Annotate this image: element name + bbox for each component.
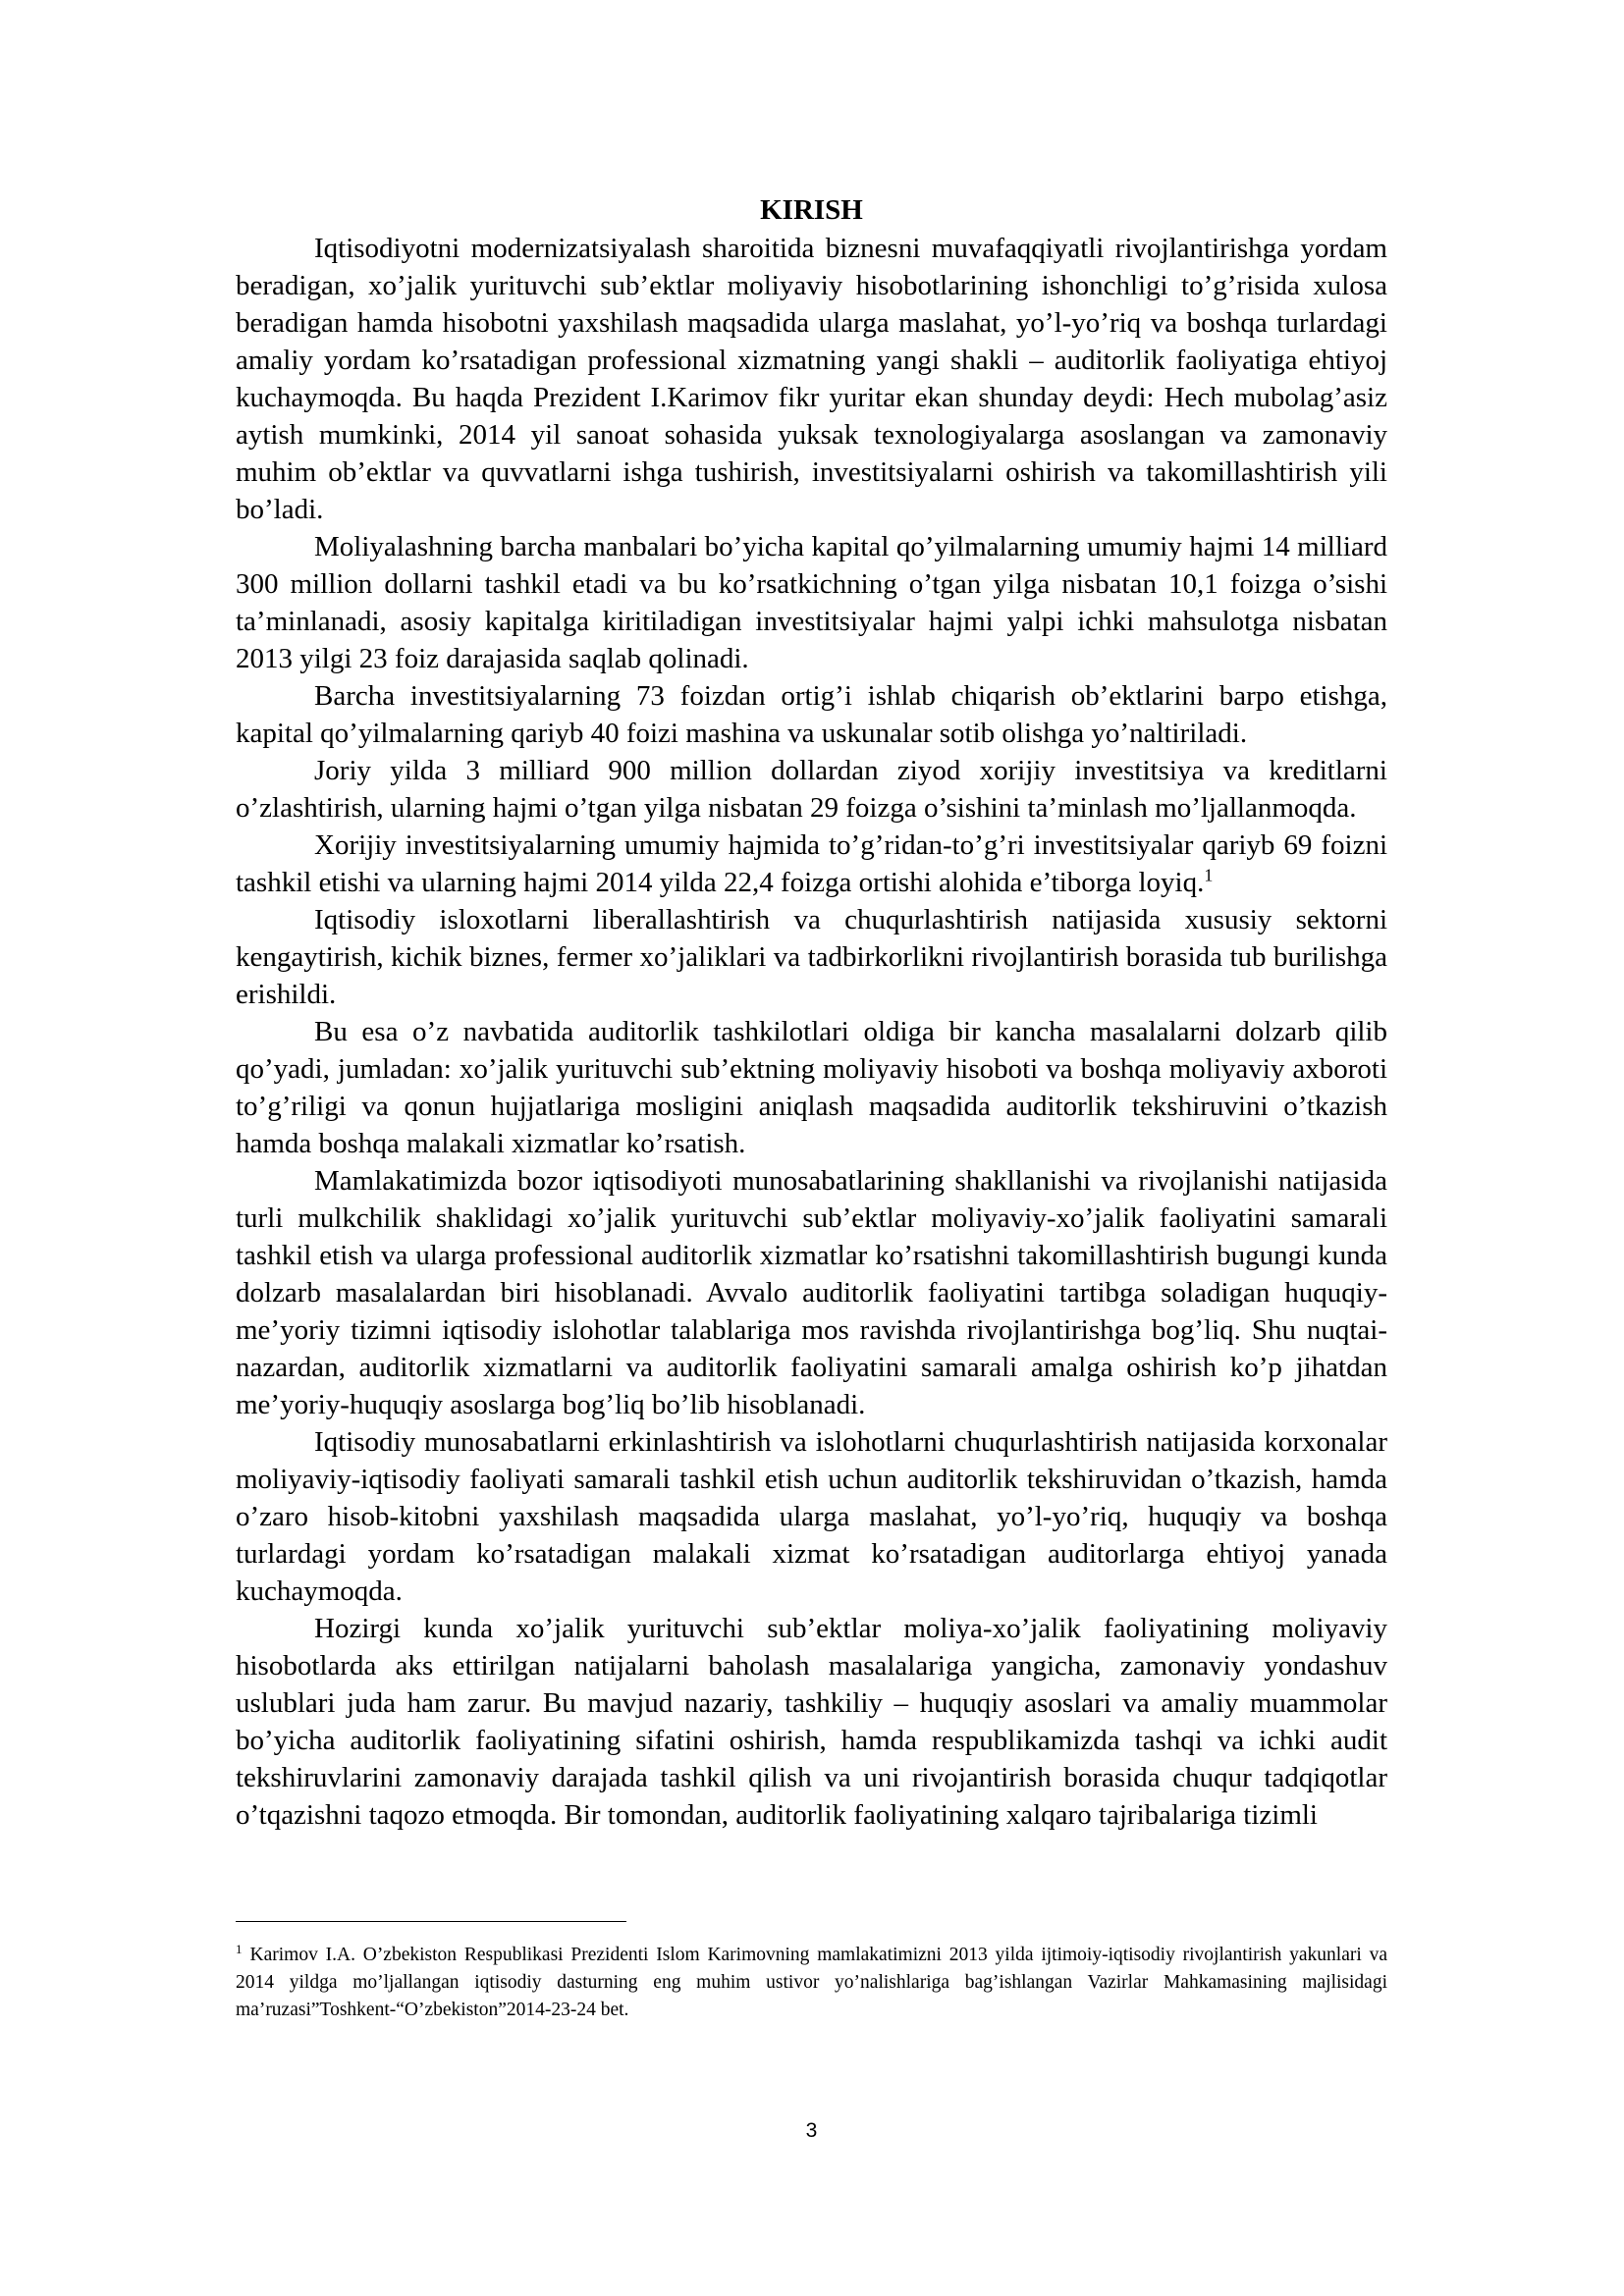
- footnote-separator: [236, 1921, 626, 1922]
- paragraph-8: Mamlakatimizda bozor iqtisodiyoti munosabatlarining shakllanishi va rivojlanishi natijasida turli mulkchilik shaklidagi xo’jalik yurituvchi sub’ektlar moliyaviy-xo’jalik faoliyatini samarali tashkil etish va ularga professional auditorlik xizmatlar ko’rsatishni takomillashtirish bugungi kunda dolzarb masalalardan biri hisoblanadi. Avvalo auditorlik faoliyatini tartibga soladigan huquqiy-me’yoriy tizimni iqtisodiy islohotlar talablariga mos ravishda rivojlantirishga bog’liq. Shu nuqtai-nazardan, auditorlik xizmatlarni va auditorlik faoliyatini samarali amalga oshirish ko’p jihatdan me’yoriy-huquqiy asoslarga bog’liq bo’lib hisoblanadi.: [236, 1165, 1387, 1420]
- paragraph-5-text: Xorijiy investitsiyalarning umumiy hajmida to’g’ridan-to’g’ri investitsiyalar qariyb 69 foizni tashkil etishi va ularning hajmi 2014 yilda 22,4 foizga ortishi alohida e’tiborga loyiq.: [236, 829, 1387, 898]
- document-page: [236, 0, 1387, 2296]
- paragraph-10: Hozirgi kunda xo’jalik yurituvchi sub’ektlar moliya-xo’jalik faoliyatining moliyaviy hisobotlarda aks ettirilgan natijalarni baholash masalalariga yangicha, zamonaviy yondashuv uslublari juda ham zarur. Bu mavjud nazariy, tashkiliy – huquqiy asoslari va amaliy muammolar bo’yicha auditorlik faoliyatining sifatini oshirish, hamda respublikamizda tashqi va ichki audit tekshiruvlarini zamonaviy darajada tashkil qilish va uni rivojantirish borasida chuqur tadqiqotlar o’tqazishni taqozo etmoqda. Bir tomondan, auditorlik faoliyatining xalqaro tajribalariga tizimli: [236, 1613, 1387, 1831]
- body-text: [236, 230, 1387, 1834]
- footnote: [236, 1942, 1387, 2024]
- paragraph-6: Iqtisodiy isloxotlarni liberallashtirish va chuqurlashtirish natijasida xususiy sektorni kengaytirish, kichik biznes, fermer xo’jaliklari va tadbirkorlikni rivojlantirish borasida tub burilishga erishildi.: [236, 904, 1387, 1010]
- paragraph-4: Joriy yilda 3 milliard 900 million dollardan ziyod xorijiy investitsiya va kreditlarni o’zlashtirish, ularning hajmi o’tgan yilga nisbatan 29 foizga o’sishini ta’minlash mo’ljallanmoqda.: [236, 755, 1387, 824]
- section-title: KIRISH: [760, 194, 863, 226]
- footnote-marker: 1: [236, 1941, 243, 1956]
- footnote-text: Karimov I.A. O’zbekiston Respublikasi Prezidenti Islom Karimovning mamlakatimizni 2013 yilda ijtimoiy-iqtisodiy rivojlantirish yakunlari va 2014 yildga mo’ljallangan iqtisodiy dasturning eng muhim ustivor yo’nalishlariga bag’ishlangan Vazirlar Mahkamasining majlisidagi ma’ruzasi”Toshkent-“O’zbekiston”2014-23-24 bet.: [236, 1945, 1387, 2020]
- paragraph-7: Bu esa o’z navbatida auditorlik tashkilotlari oldiga bir kancha masalalarni dolzarb qilib qo’yadi, jumladan: xo’jalik yurituvchi sub’ektning moliyaviy hisoboti va boshqa moliyaviy axboroti to’g’riligi va qonun hujjatlariga mosligini aniqlash maqsadida auditorlik tekshiruvini o’tkazish hamda boshqa malakali xizmatlar ko’rsatish.: [236, 1016, 1387, 1159]
- footnote-reference[interactable]: 1: [1204, 865, 1214, 885]
- page-number: 3: [805, 2119, 818, 2142]
- paragraph-3: Barcha investitsiyalarning 73 foizdan ortig’i ishlab chiqarish ob’ektlarini barpo etishga, kapital qo’yilmalarning qariyb 40 foizi mashina va uskunalar sotib olishga yo’naltiriladi.: [236, 680, 1387, 749]
- paragraph-5: [236, 827, 1387, 901]
- paragraph-9: Iqtisodiy munosabatlarni erkinlashtirish va islohotlarni chuqurlashtirish natijasida korxonalar moliyaviy-iqtisodiy faoliyati samarali tashkil etish uchun auditorlik tekshiruvidan o’tkazish, hamda o’zaro hisob-kitobni yaxshilash maqsadida ularga maslahat, yo’l-yo’riq, huquqiy va boshqa turlardagi yordam ko’rsatadigan malakali xizmat ko’rsatadigan auditorlarga ehtiyoj yanada kuchaymoqda.: [236, 1426, 1387, 1607]
- paragraph-1: Iqtisodiyotni modernizatsiyalash sharoitida biznesni muvafaqqiyatli rivojlantirishga yordam beradigan, xo’jalik yurituvchi sub’ektlar moliyaviy hisobotlarining ishonchligi to’g’risida xulosa beradigan hamda hisobotni yaxshilash maqsadida ularga maslahat, yo’l-yo’riq va boshqa turlardagi amaliy yordam ko’rsatadigan professional xizmatning yangi shakli – auditorlik faoliyatiga ehtiyoj kuchaymoqda. Bu haqda Prezident I.Karimov fikr yuritar ekan shunday deydi: Hech mubolag’asiz aytish mumkinki, 2014 yil sanoat sohasida yuksak texnologiyalarga asoslangan va zamonaviy muhim ob’ektlar va quvvatlarni ishga tushirish, investitsiyalarni oshirish va takomillashtirish yili bo’ladi.: [236, 233, 1387, 525]
- paragraph-2: Moliyalashning barcha manbalari bo’yicha kapital qo’yilmalarning umumiy hajmi 14 milliard 300 million dollarni tashkil etadi va bu ko’rsatkichning o’tgan yilga nisbatan 10,1 foizga o’sishi ta’minlanadi, asosiy kapitalga kiritiladigan investitsiyalar hajmi yalpi ichki mahsulotga nisbatan 2013 yilgi 23 foiz darajasida saqlab qolinadi.: [236, 531, 1387, 674]
